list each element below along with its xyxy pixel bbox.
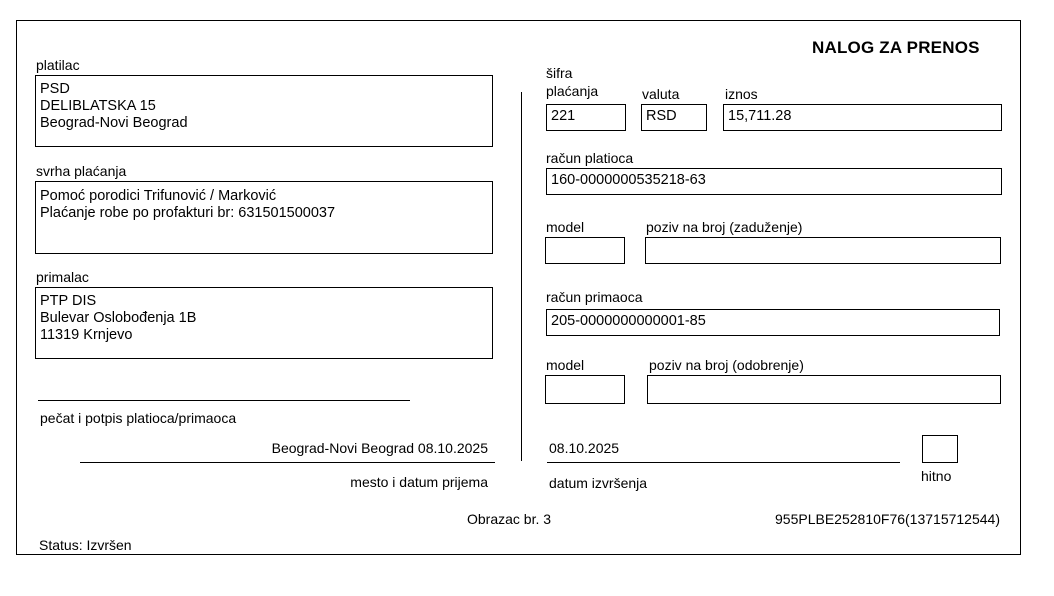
status-text: Status: Izvršen (39, 537, 132, 553)
recipient-account-value: 205-0000000000001-85 (551, 313, 706, 329)
payment-code-value: 221 (551, 108, 576, 124)
amount-label: iznos (725, 86, 758, 102)
signature-line (38, 400, 410, 401)
debit-model-box (545, 237, 625, 264)
credit-model-box (545, 375, 625, 404)
credit-reference-box (647, 375, 1001, 404)
recipient-value: PTP DIS Bulevar Oslobođenja 1B 11319 Krnjevo (40, 293, 197, 343)
urgent-label: hitno (921, 468, 952, 484)
execution-date-value: 08.10.2025 (549, 440, 620, 456)
place-date-line (80, 462, 495, 463)
credit-reference-value (648, 376, 1000, 379)
recipient-box (35, 287, 493, 359)
debit-reference-box (645, 237, 1001, 264)
currency-label: valuta (642, 86, 680, 102)
payer-account-label: račun platioca (546, 150, 634, 166)
payer-account-value: 160-0000000535218-63 (551, 172, 706, 188)
debit-reference-label: poziv na broj (zaduženje) (646, 219, 803, 235)
amount-value: 15,711.28 (728, 108, 792, 124)
place-date-value: Beograd-Novi Beograd 08.10.2025 (271, 440, 488, 456)
purpose-value: Pomoć porodici Trifunović / Marković Plaćanje robe po profakturi br: 631501500037 (40, 188, 336, 221)
currency-box (641, 104, 707, 131)
reference-code: 955PLBE252810F76(13715712544) (775, 511, 1000, 527)
debit-reference-value (646, 238, 1000, 241)
credit-reference-label: poziv na broj (odobrenje) (649, 357, 804, 373)
purpose-label: svrha plaćanja (36, 163, 127, 179)
credit-model-label: model (546, 357, 585, 373)
payer-box (35, 75, 493, 147)
payment-code-box (546, 104, 626, 131)
amount-box (723, 104, 1002, 131)
stamp-signature-label: pečat i potpis platioca/primaoca (40, 410, 237, 426)
recipient-account-box (546, 309, 1000, 336)
payer-label: platilac (36, 57, 80, 73)
place-date-label: mesto i datum prijema (350, 474, 488, 490)
recipient-account-label: račun primaoca (546, 289, 643, 305)
recipient-label: primalac (36, 269, 89, 285)
payer-account-box (546, 168, 1002, 195)
debit-model-value (546, 238, 624, 241)
execution-date-line (547, 462, 900, 463)
payment-code-label-line2: plaćanja (546, 83, 599, 99)
execution-date-label: datum izvršenja (549, 475, 648, 491)
form-number: Obrazac br. 3 (467, 511, 552, 527)
credit-model-value (546, 376, 624, 379)
payer-value: PSD DELIBLATSKA 15 Beograd-Novi Beograd (40, 81, 188, 131)
urgent-checkbox (922, 435, 958, 463)
currency-value: RSD (646, 108, 677, 124)
purpose-box (35, 181, 493, 254)
debit-model-label: model (546, 219, 585, 235)
column-divider (521, 92, 522, 461)
form-title: NALOG ZA PRENOS (812, 38, 980, 57)
payment-code-label-line1: šifra (546, 65, 573, 81)
